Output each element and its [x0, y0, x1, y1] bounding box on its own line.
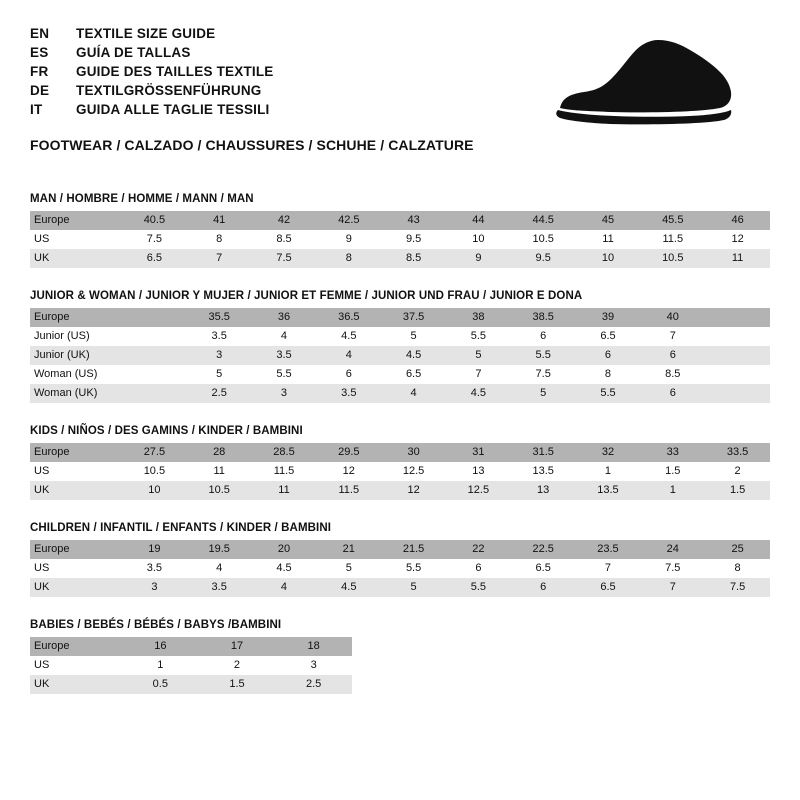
size-cell: 1 — [122, 656, 199, 675]
row-label: Europe — [30, 308, 122, 327]
table-row — [30, 346, 770, 365]
size-cell: 6 — [511, 327, 576, 346]
size-cell — [705, 365, 770, 384]
size-cell: 8.5 — [381, 249, 446, 268]
size-cell: 8 — [705, 559, 770, 578]
size-cell: 20 — [252, 540, 317, 559]
size-cell — [705, 308, 770, 327]
size-cell: 8.5 — [640, 365, 705, 384]
size-cell: 5.5 — [446, 327, 511, 346]
size-cell: 11 — [576, 230, 641, 249]
size-cell: 1 — [640, 481, 705, 500]
size-table — [30, 308, 770, 403]
row-label: US — [30, 656, 122, 675]
size-cell: 32 — [576, 443, 641, 462]
size-cell: 4.5 — [316, 578, 381, 597]
row-label: Europe — [30, 211, 122, 230]
language-code: IT — [30, 102, 43, 117]
size-cell: 30 — [381, 443, 446, 462]
size-cell: 3.5 — [122, 559, 187, 578]
size-cell: 5.5 — [252, 365, 317, 384]
size-cell: 35.5 — [187, 308, 252, 327]
size-cell: 6.5 — [576, 327, 641, 346]
size-cell: 13 — [511, 481, 576, 500]
size-cell: 1.5 — [199, 675, 276, 694]
size-cell: 3 — [122, 578, 187, 597]
size-section-title: KIDS / NIÑOS / DES GAMINS / KINDER / BAMBINI — [30, 425, 303, 437]
size-cell: 7 — [446, 365, 511, 384]
size-cell: 7.5 — [511, 365, 576, 384]
size-cell: 6 — [576, 346, 641, 365]
size-cell: 27.5 — [122, 443, 187, 462]
size-table — [30, 540, 770, 597]
size-cell: 11.5 — [316, 481, 381, 500]
table-row — [30, 675, 352, 694]
size-cell: 9.5 — [511, 249, 576, 268]
language-title: TEXTILE SIZE GUIDE — [76, 26, 216, 41]
size-cell: 43 — [381, 211, 446, 230]
size-cell: 13 — [446, 462, 511, 481]
size-cell: 10 — [576, 249, 641, 268]
row-label: UK — [30, 249, 122, 268]
row-label: US — [30, 559, 122, 578]
size-table — [30, 637, 352, 694]
size-table — [30, 211, 770, 268]
size-cell: 11 — [187, 462, 252, 481]
language-title: GUIDA ALLE TAGLIE TESSILI — [76, 102, 270, 117]
size-cell: 5 — [316, 559, 381, 578]
size-cell: 5 — [381, 327, 446, 346]
size-cell: 6 — [640, 384, 705, 403]
size-cell: 9 — [446, 249, 511, 268]
size-cell: 6.5 — [576, 578, 641, 597]
language-title-list — [30, 26, 274, 121]
size-cell: 19.5 — [187, 540, 252, 559]
size-cell: 8 — [316, 249, 381, 268]
size-cell: 6.5 — [381, 365, 446, 384]
table-row — [30, 327, 770, 346]
language-title: GUÍA DE TALLAS — [76, 45, 191, 60]
size-cell: 11 — [252, 481, 317, 500]
size-cell: 4 — [252, 578, 317, 597]
size-cell: 28.5 — [252, 443, 317, 462]
language-title: GUIDE DES TAILLES TEXTILE — [76, 64, 274, 79]
size-cell: 17 — [199, 637, 276, 656]
size-cell: 10.5 — [187, 481, 252, 500]
size-cell: 5 — [381, 578, 446, 597]
size-cell — [122, 327, 187, 346]
size-cell — [122, 365, 187, 384]
size-cell: 45 — [576, 211, 641, 230]
size-cell: 7.5 — [252, 249, 317, 268]
size-cell: 2 — [705, 462, 770, 481]
size-cell: 10.5 — [122, 462, 187, 481]
size-section — [30, 522, 770, 597]
size-cell: 7.5 — [122, 230, 187, 249]
size-cell: 7 — [576, 559, 641, 578]
size-cell: 19 — [122, 540, 187, 559]
table-row — [30, 365, 770, 384]
size-cell: 6 — [640, 346, 705, 365]
size-cell: 6 — [511, 578, 576, 597]
size-cell: 44.5 — [511, 211, 576, 230]
size-cell: 21.5 — [381, 540, 446, 559]
size-cell: 6 — [446, 559, 511, 578]
size-cell: 4.5 — [316, 327, 381, 346]
size-cell: 5 — [187, 365, 252, 384]
row-label: UK — [30, 481, 122, 500]
size-cell: 9.5 — [381, 230, 446, 249]
size-cell: 11.5 — [252, 462, 317, 481]
size-cell: 2 — [199, 656, 276, 675]
row-label: UK — [30, 578, 122, 597]
size-section — [30, 193, 770, 268]
language-row — [30, 102, 274, 121]
size-cell: 4 — [381, 384, 446, 403]
size-cell: 5.5 — [381, 559, 446, 578]
size-cell: 6.5 — [122, 249, 187, 268]
size-cell: 1.5 — [640, 462, 705, 481]
size-cell: 13.5 — [511, 462, 576, 481]
size-cell: 16 — [122, 637, 199, 656]
size-cell — [122, 384, 187, 403]
table-row — [30, 249, 770, 268]
table-row — [30, 578, 770, 597]
size-cell: 23.5 — [576, 540, 641, 559]
size-cell: 12 — [316, 462, 381, 481]
size-cell: 2.5 — [187, 384, 252, 403]
size-cell: 9 — [316, 230, 381, 249]
size-cell: 6 — [316, 365, 381, 384]
size-cell: 12.5 — [381, 462, 446, 481]
row-label: UK — [30, 675, 122, 694]
size-cell: 10.5 — [511, 230, 576, 249]
table-row — [30, 211, 770, 230]
size-cell: 24 — [640, 540, 705, 559]
language-row — [30, 64, 274, 83]
size-cell: 3.5 — [187, 578, 252, 597]
size-cell: 12 — [381, 481, 446, 500]
size-cell: 45.5 — [640, 211, 705, 230]
row-label: US — [30, 230, 122, 249]
size-cell — [705, 327, 770, 346]
footwear-category-line: FOOTWEAR / CALZADO / CHAUSSURES / SCHUHE / CALZATURE — [30, 137, 474, 153]
size-cell: 18 — [275, 637, 352, 656]
size-cell — [122, 346, 187, 365]
size-cell: 4.5 — [446, 384, 511, 403]
size-cell: 5.5 — [446, 578, 511, 597]
row-label: Europe — [30, 637, 122, 656]
size-cell: 37.5 — [381, 308, 446, 327]
size-cell: 39 — [576, 308, 641, 327]
size-section-title: MAN / HOMBRE / HOMME / MANN / MAN — [30, 193, 254, 205]
size-cell: 28 — [187, 443, 252, 462]
size-cell: 22.5 — [511, 540, 576, 559]
size-cell: 7 — [187, 249, 252, 268]
size-cell: 4.5 — [381, 346, 446, 365]
size-cell: 5.5 — [511, 346, 576, 365]
size-cell: 8 — [187, 230, 252, 249]
size-cell: 33 — [640, 443, 705, 462]
size-cell: 22 — [446, 540, 511, 559]
language-row — [30, 83, 274, 102]
size-section — [30, 290, 770, 403]
size-cell: 12.5 — [446, 481, 511, 500]
row-label: Europe — [30, 443, 122, 462]
language-code: FR — [30, 64, 49, 79]
row-label: Junior (UK) — [30, 346, 122, 365]
size-cell: 3 — [187, 346, 252, 365]
size-cell: 4 — [252, 327, 317, 346]
table-row — [30, 637, 352, 656]
document-header — [30, 26, 770, 121]
size-cell: 8 — [576, 365, 641, 384]
size-cell: 10 — [122, 481, 187, 500]
language-code: DE — [30, 83, 50, 98]
language-code: ES — [30, 45, 49, 60]
size-cell: 3 — [252, 384, 317, 403]
size-cell — [122, 308, 187, 327]
table-row — [30, 656, 352, 675]
size-cell: 46 — [705, 211, 770, 230]
size-cell: 29.5 — [316, 443, 381, 462]
size-cell: 10.5 — [640, 249, 705, 268]
table-row — [30, 384, 770, 403]
row-label: Woman (UK) — [30, 384, 122, 403]
size-section — [30, 619, 770, 694]
language-code: EN — [30, 26, 50, 41]
table-row — [30, 462, 770, 481]
size-cell: 40 — [640, 308, 705, 327]
size-cell: 0.5 — [122, 675, 199, 694]
size-table — [30, 443, 770, 500]
size-cell: 21 — [316, 540, 381, 559]
size-cell: 3.5 — [252, 346, 317, 365]
size-cell: 11.5 — [640, 230, 705, 249]
size-section-title: CHILDREN / INFANTIL / ENFANTS / KINDER / BAMBINI — [30, 522, 332, 534]
size-cell: 5 — [446, 346, 511, 365]
table-row — [30, 559, 770, 578]
size-cell: 33.5 — [705, 443, 770, 462]
language-row — [30, 45, 274, 64]
size-cell: 1 — [576, 462, 641, 481]
size-cell: 4 — [187, 559, 252, 578]
size-cell: 42 — [252, 211, 317, 230]
size-cell: 1.5 — [705, 481, 770, 500]
size-cell: 8.5 — [252, 230, 317, 249]
table-row — [30, 540, 770, 559]
size-cell: 3 — [275, 656, 352, 675]
size-section — [30, 425, 770, 500]
language-row — [30, 26, 274, 45]
size-section-title: BABIES / BEBÉS / BÉBÉS / BABYS /BAMBINI — [30, 619, 282, 631]
language-title: TEXTILGRÖSSENFÜHRUNG — [76, 83, 262, 98]
size-cell: 36.5 — [316, 308, 381, 327]
size-cell: 4.5 — [252, 559, 317, 578]
size-cell: 11 — [705, 249, 770, 268]
size-cell: 25 — [705, 540, 770, 559]
size-cell: 12 — [705, 230, 770, 249]
table-row — [30, 481, 770, 500]
size-cell: 3.5 — [187, 327, 252, 346]
row-label: Europe — [30, 540, 122, 559]
size-cell: 7.5 — [705, 578, 770, 597]
row-label: US — [30, 462, 122, 481]
size-cell: 2.5 — [275, 675, 352, 694]
row-label: Junior (US) — [30, 327, 122, 346]
row-label: Woman (US) — [30, 365, 122, 384]
size-cell: 3.5 — [316, 384, 381, 403]
dress-shoe-icon — [500, 32, 740, 132]
size-cell: 6.5 — [511, 559, 576, 578]
size-cell: 36 — [252, 308, 317, 327]
table-row — [30, 230, 770, 249]
size-cell: 40.5 — [122, 211, 187, 230]
size-cell: 41 — [187, 211, 252, 230]
size-cell: 7.5 — [640, 559, 705, 578]
size-sections — [30, 193, 770, 694]
table-row — [30, 308, 770, 327]
size-cell: 31 — [446, 443, 511, 462]
size-cell: 5.5 — [576, 384, 641, 403]
size-cell — [705, 384, 770, 403]
size-cell: 38.5 — [511, 308, 576, 327]
size-cell: 10 — [446, 230, 511, 249]
size-cell — [705, 346, 770, 365]
size-cell: 42.5 — [316, 211, 381, 230]
table-row — [30, 443, 770, 462]
size-cell: 5 — [511, 384, 576, 403]
size-cell: 44 — [446, 211, 511, 230]
size-section-title: JUNIOR & WOMAN / JUNIOR Y MUJER / JUNIOR ET FEMME / JUNIOR UND FRAU / JUNIOR E DONA — [30, 290, 583, 302]
size-cell: 7 — [640, 578, 705, 597]
size-cell: 4 — [316, 346, 381, 365]
size-cell: 13.5 — [576, 481, 641, 500]
size-cell: 31.5 — [511, 443, 576, 462]
size-cell: 7 — [640, 327, 705, 346]
size-cell: 38 — [446, 308, 511, 327]
